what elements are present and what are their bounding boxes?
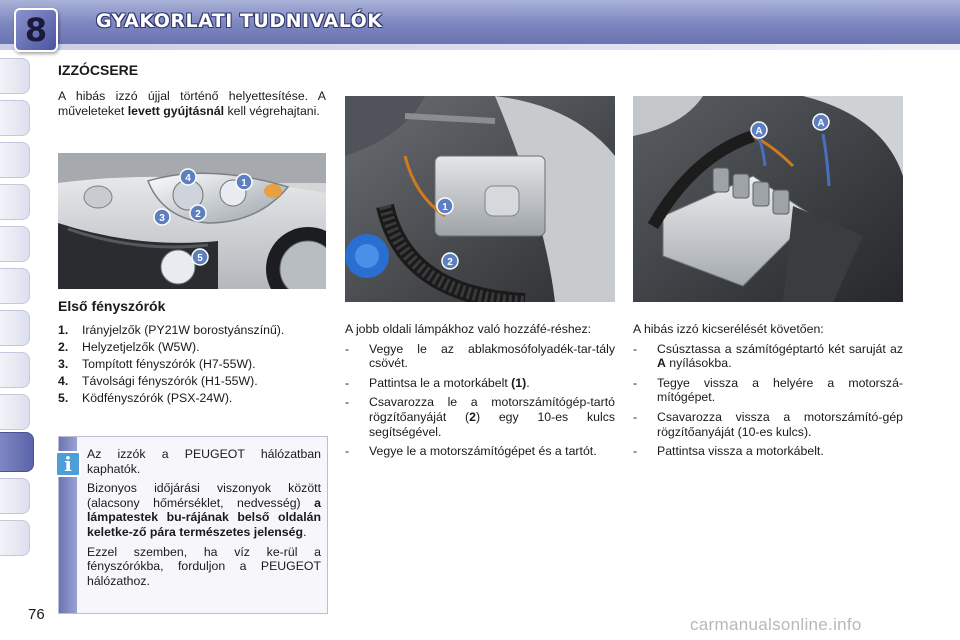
list-item: - Csavarozza le a motorszámítógép-tartó rögzítőanyáját (2) egy 10-es kulcs segítségével. bbox=[345, 395, 615, 439]
svg-text:2: 2 bbox=[195, 209, 201, 220]
svg-text:A: A bbox=[817, 118, 825, 129]
chapter-tab[interactable] bbox=[0, 58, 30, 94]
svg-text:1: 1 bbox=[241, 178, 247, 189]
intro-text: A hibás izzó újjal történő helyettesítése. A műveleteket levett gyújtásnál kell végrehajtani. bbox=[58, 89, 326, 118]
chapter-tabs bbox=[0, 58, 34, 578]
svg-text:A: A bbox=[755, 126, 763, 137]
chapter-tab[interactable] bbox=[0, 520, 30, 556]
callout-2 bbox=[190, 205, 206, 221]
callout-1 bbox=[236, 174, 252, 190]
page-number: 76 bbox=[28, 606, 45, 623]
callout-a bbox=[751, 122, 767, 138]
chapter-number-badge bbox=[14, 8, 58, 52]
access-lead: A jobb oldali lámpákhoz való hozzáfé-réshez: bbox=[345, 322, 592, 336]
watermark: carmanualsonline.info bbox=[690, 615, 862, 634]
info-icon: i bbox=[55, 451, 81, 477]
list-item: - Vegye le a motorszámítógépet és a tartót. bbox=[345, 444, 597, 459]
svg-text:2: 2 bbox=[447, 257, 453, 268]
list-item: - Csavarozza vissza a motorszámító-gép rögzítőanyáját (10-es kulcs). bbox=[633, 409, 903, 439]
chapter-title: GYAKORLATI TUDNIVALÓK bbox=[96, 10, 383, 32]
callout-a bbox=[813, 114, 829, 130]
engine-bay-photo bbox=[345, 96, 615, 302]
callout-3 bbox=[154, 209, 170, 225]
list-item: - Csúsztassa a számítógéptartó két saruját az A nyílásokba. bbox=[633, 341, 903, 371]
list-item: 3. Tompított fényszórók (H7-55W). bbox=[58, 357, 256, 371]
svg-text:3: 3 bbox=[159, 213, 165, 224]
list-item: 1. Irányjelzők (PY21W borostyánszínű). bbox=[58, 323, 285, 337]
list-item: 4. Távolsági fényszórók (H1-55W). bbox=[58, 374, 258, 388]
info-text: Az izzók a PEUGEOT hálózatban kaphatók. Bizonyos időjárási viszonyok között (alacsony hőmérséklet, nedvesség) a lámpatestek bu-rájának belső oldalán keletke-ző pára természetes jelenség. Ezzel szemben, ha víz ke-rül a fényszórókba, forduljon a PEUGEOT hálózathoz. bbox=[87, 447, 321, 588]
chapter-tab-active[interactable] bbox=[0, 432, 34, 472]
list-item: 2. Helyzetjelzők (W5W). bbox=[58, 340, 200, 354]
header-strip bbox=[0, 44, 960, 50]
chapter-number: 8 bbox=[24, 11, 48, 49]
callout-5 bbox=[192, 249, 208, 265]
svg-text:1: 1 bbox=[442, 202, 448, 213]
list-item: - Pattintsa le a motorkábelt (1). bbox=[345, 375, 530, 390]
chapter-tab[interactable] bbox=[0, 478, 30, 514]
chapter-tab[interactable] bbox=[0, 310, 30, 346]
list-item: - Tegye vissza a helyére a motorszá-mítógépet. bbox=[633, 375, 903, 405]
list-item: - Vegye le az ablakmosófolyadék-tar-tály csövét. bbox=[345, 341, 615, 371]
access-steps bbox=[345, 322, 615, 464]
callout-4 bbox=[180, 169, 196, 185]
chapter-tab[interactable] bbox=[0, 184, 30, 220]
chapter-tab[interactable] bbox=[0, 142, 30, 178]
chapter-tab[interactable] bbox=[0, 394, 30, 430]
callout-2 bbox=[442, 253, 458, 269]
svg-text:5: 5 bbox=[197, 253, 203, 264]
chapter-tab[interactable] bbox=[0, 100, 30, 136]
svg-text:4: 4 bbox=[185, 173, 191, 184]
callout-1 bbox=[437, 198, 453, 214]
chapter-tab[interactable] bbox=[0, 268, 30, 304]
front-lights-title: Első fényszórók bbox=[58, 298, 166, 314]
after-lead: A hibás izzó kicserélését követően: bbox=[633, 322, 824, 336]
list-item: - Pattintsa vissza a motorkábelt. bbox=[633, 444, 824, 459]
section-title: IZZÓCSERE bbox=[58, 62, 139, 78]
after-steps bbox=[633, 322, 903, 464]
module-photo bbox=[633, 96, 903, 302]
list-item: 5. Ködfényszórók (PSX-24W). bbox=[58, 391, 233, 405]
info-box bbox=[58, 436, 328, 614]
headlight-photo bbox=[58, 153, 326, 289]
chapter-tab[interactable] bbox=[0, 226, 30, 262]
bulb-list bbox=[58, 322, 338, 407]
chapter-tab[interactable] bbox=[0, 352, 30, 388]
